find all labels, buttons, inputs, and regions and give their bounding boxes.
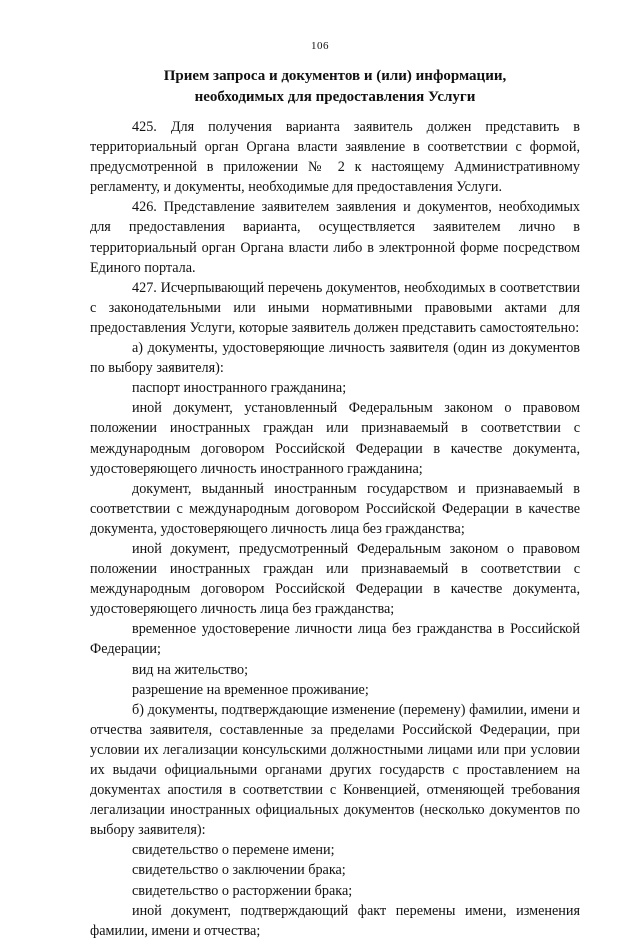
section-heading (90, 66, 580, 108)
list-item: свидетельство о расторжении брака; (132, 882, 353, 899)
section-heading-line-1: Прием запроса и документов и (или) информации, (163, 68, 507, 84)
page-number: 106 (311, 40, 329, 52)
list-item: свидетельство о перемене имени; (132, 842, 335, 859)
paragraph-426: 426. Представление заявителем заявления и документов, необходимых для предоставления варианта, осуществляется заявителем лично в территориальный орган Органа власти либо в электронной форме посредством Единого портала. (90, 199, 580, 276)
list-item: разрешение на временное проживание; (132, 681, 369, 698)
list-item: документ, выданный иностранным государством и признаваемый в соответствии с международным договором Российской Федерации в качестве документа, удостоверяющего личность лица без гражданства; (90, 480, 580, 537)
list-item: иной документ, подтверждающий факт перемены имени, изменения фамилии, имени и отчества; (90, 902, 580, 939)
list-item: паспорт иностранного гражданина; (132, 380, 347, 397)
document-body (90, 117, 580, 941)
list-item: иной документ, предусмотренный Федеральным законом о правовом положении иностранных граждан или признаваемый в соответствии с международным договором Российской Федерации в качестве документа, удостоверяющего личность лица без гражданства; (90, 540, 580, 618)
list-item-a: а) документы, удостоверяющие личность заявителя (один из документов по выбору заявителя): (90, 340, 580, 377)
paragraph-425: 425. Для получения варианта заявитель должен представить в территориальный орган Органа власти заявление в соответствии с формой, предусмотренной в приложении № 2 к настоящему Административному регламенту, и документы, необходимые для предоставления Услуги. (90, 119, 580, 196)
paragraph-427: 427. Исчерпывающий перечень документов, необходимых в соответствии с законодательными или иными нормативными правовыми актами для предоставления Услуги, которые заявитель должен представить самостоятельно: (90, 279, 580, 336)
list-item: вид на жительство; (132, 661, 249, 678)
list-item: свидетельство о заключении брака; (132, 862, 346, 879)
list-item-b: б) документы, подтверждающие изменение (перемену) фамилии, имени и отчества заявителя, составленные за пределами Российской Федерации, при условии их легализации консульскими должностными лицами или при условии их выдачи официальными органами других государств с проставлением на документах апостиля в соответствии с Конвенцией, отменяющей требования легализации иностранных официальных документов (несколько документов по выбору заявителя): (90, 701, 580, 839)
list-item: иной документ, установленный Федеральным законом о правовом положении иностранных граждан или признаваемый в соответствии с международным договором Российской Федерации в качестве документа, удостоверяющего личность иностранного гражданина; (90, 400, 580, 477)
section-heading-line-2: необходимых для предоставления Услуги (194, 89, 476, 105)
list-item: временное удостоверение личности лица без гражданства в Российской Федерации; (90, 621, 580, 658)
